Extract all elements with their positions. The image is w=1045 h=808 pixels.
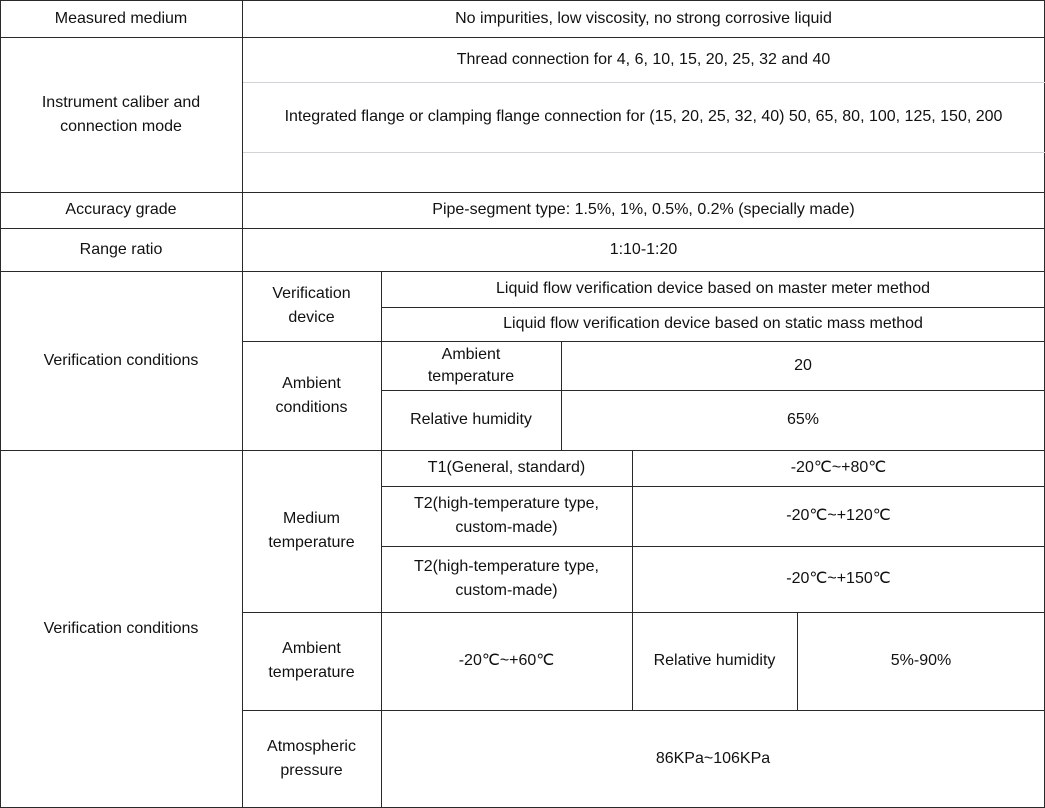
caliber-empty	[242, 152, 1045, 192]
operating-ambient-temperature-value: -20℃~+60℃	[458, 652, 555, 669]
accuracy-value: Pipe-segment type: 1.5%, 1%, 0.5%, 0.2% (specially made)	[432, 201, 855, 218]
measured-medium-value: No impurities, low viscosity, no strong corrosive liquid	[455, 9, 832, 27]
operating-conditions-label: Verification conditions	[43, 620, 199, 637]
accuracy-label: Accuracy grade	[65, 201, 177, 218]
range-ratio-label: Range ratio	[79, 240, 163, 258]
atmospheric-pressure-label: Atmospheric pressure	[267, 738, 356, 779]
operating-humidity-value: 5%-90%	[890, 652, 952, 669]
verification-device-label: Verification device	[272, 285, 351, 326]
t2a-value: -20℃~+120℃	[786, 507, 891, 524]
t1-value: -20℃~+80℃	[790, 459, 887, 476]
verification-device-2: Liquid flow verification device based on static mass method	[503, 315, 923, 332]
ambient-temperature-value: 20	[794, 356, 812, 374]
verification-label: Verification conditions	[43, 351, 199, 369]
measured-medium-label: Measured medium	[54, 9, 188, 27]
caliber-label: Instrument caliber and connection mode	[41, 93, 201, 135]
medium-temperature-label: Medium temperature	[268, 510, 355, 551]
operating-humidity-label: Relative humidity	[653, 652, 776, 669]
ambient-temperature-label: Ambient temperature	[427, 345, 515, 385]
relative-humidity-label: Relative humidity	[410, 411, 532, 428]
caliber-flange: Integrated flange or clamping flange connection for (15, 20, 25, 32, 40) 50, 65, 80, 100, 125, 150, 200	[284, 108, 1003, 125]
t2b-value: -20℃~+150℃	[786, 570, 891, 587]
caliber-thread: Thread connection for 4, 6, 10, 15, 20, 25, 32 and 40	[456, 50, 831, 68]
ambient-conditions-label: Ambient conditions	[275, 374, 348, 416]
relative-humidity-value: 65%	[786, 411, 820, 428]
range-ratio-value: 1:10-1:20	[609, 240, 678, 258]
t2b-label: T2(high-temperature type, custom-made)	[414, 558, 599, 599]
atmospheric-pressure-value: 86KPa~106KPa	[655, 750, 771, 767]
operating-ambient-temperature-label: Ambient temperature	[268, 640, 355, 681]
verification-device-1: Liquid flow verification device based on master meter method	[496, 280, 930, 297]
t2a-label: T2(high-temperature type, custom-made)	[414, 495, 599, 536]
t1-label: T1(General, standard)	[427, 459, 586, 476]
